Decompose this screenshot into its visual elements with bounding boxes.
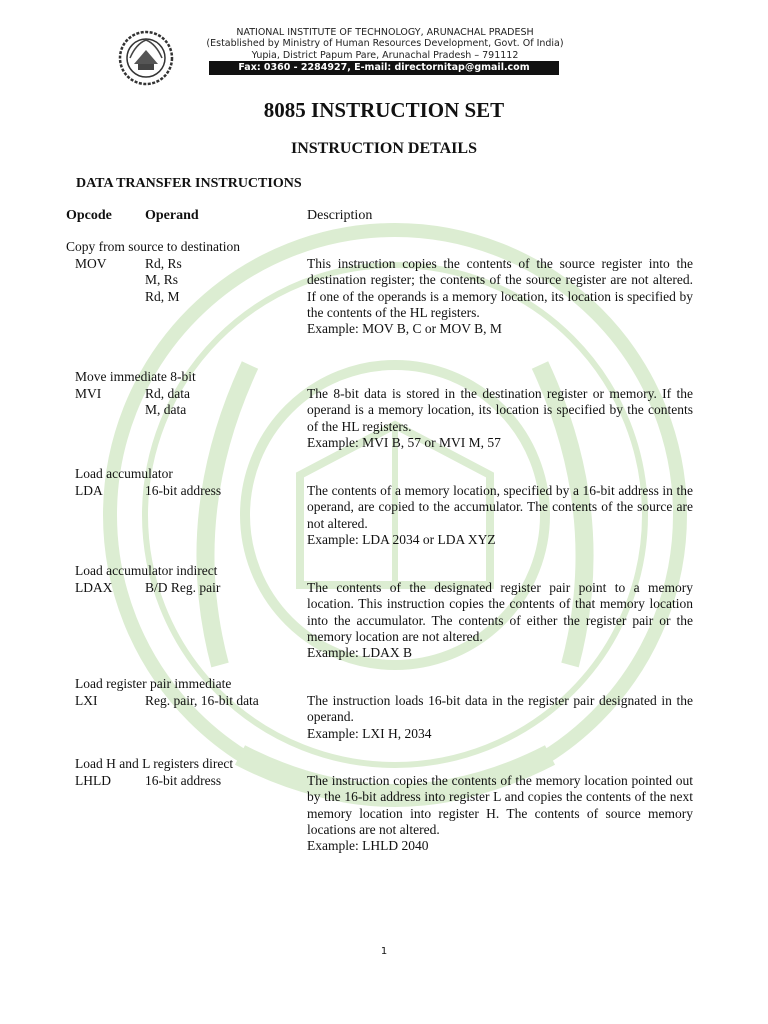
contact-bar: Fax: 0360 - 2284927, E-mail: directornitap@gmail.com — [209, 61, 559, 75]
instruction-operand: Rd, Rs M, Rs Rd, M — [145, 256, 182, 304]
instruction-description — [307, 483, 693, 548]
instruction-operand: Rd, data M, data — [145, 386, 190, 418]
column-header-opcode: Opcode — [66, 208, 112, 223]
description-text: The instruction copies the contents of the memory location pointed out by the 16-bit address into register L and copies the contents of the next memory location into register H. The contents of source memory locations are not altered. — [307, 773, 693, 837]
page-number: 1 — [380, 946, 388, 957]
instruction-operand: 16-bit address — [145, 483, 222, 498]
column-header-operand: Operand — [145, 208, 199, 223]
letterhead — [0, 0, 768, 90]
instruction-category: Move immediate 8-bit — [75, 369, 196, 384]
description-example: Example: LDAX B — [307, 645, 412, 661]
instruction-description — [307, 773, 693, 854]
instruction-opcode: LDAX — [75, 580, 113, 595]
instruction-operand: B/D Reg. pair — [145, 580, 221, 595]
institute-name: NATIONAL INSTITUTE OF TECHNOLOGY, ARUNACHAL PRADESH — [236, 27, 534, 38]
description-text: This instruction copies the contents of the source register into the destination register; the contents of the source register are not altered. If one of the operands is a memory location, its location is specified by the contents of the HL registers. — [307, 256, 693, 320]
instruction-category: Load H and L registers direct — [75, 756, 234, 771]
institute-establishment: (Established by Ministry of Human Resources Development, Govt. Of India) — [206, 38, 564, 49]
instruction-description — [307, 580, 693, 661]
instruction-description — [307, 386, 693, 451]
instruction-opcode: MVI — [75, 386, 102, 401]
instruction-opcode: MOV — [75, 256, 107, 271]
institute-address: Yupia, District Papum Pare, Arunachal Pradesh – 791112 — [251, 50, 519, 61]
instruction-opcode: LHLD — [75, 773, 111, 788]
description-text: The 8-bit data is stored in the destination register or memory. If the operand is a memory location, its location is specified by the contents of the HL registers. — [307, 386, 693, 434]
institute-logo-icon — [118, 30, 174, 86]
instruction-description — [307, 256, 693, 337]
document-subtitle: INSTRUCTION DETAILS — [291, 140, 477, 157]
instruction-category: Load accumulator indirect — [75, 563, 218, 578]
instruction-category: Load register pair immediate — [75, 676, 232, 691]
description-text: The contents of a memory location, specified by a 16-bit address in the operand, are copied to the accumulator. The contents of the source are not altered. — [307, 483, 693, 531]
instruction-operand: 16-bit address — [145, 773, 222, 788]
description-text: The instruction loads 16-bit data in the register pair designated in the operand. — [307, 693, 693, 725]
description-example: Example: LHLD 2040 — [307, 838, 429, 854]
description-text: The contents of the designated register pair point to a memory location. This instruction copies the contents of that memory location into the accumulator. The contents of either the register pair or the memory location are not altered. — [307, 580, 693, 644]
description-example: Example: LDA 2034 or LDA XYZ — [307, 531, 496, 547]
description-example: Example: MVI B, 57 or MVI M, 57 — [307, 434, 501, 450]
description-example: Example: LXI H, 2034 — [307, 725, 432, 741]
section-heading: DATA TRANSFER INSTRUCTIONS — [76, 176, 302, 191]
document-title: 8085 INSTRUCTION SET — [263, 98, 505, 122]
instruction-category: Copy from source to destination — [66, 239, 240, 254]
instruction-operand: Reg. pair, 16-bit data — [145, 693, 259, 708]
description-example: Example: MOV B, C or MOV B, M — [307, 321, 502, 337]
instruction-description — [307, 693, 693, 742]
instruction-opcode: LXI — [75, 693, 98, 708]
instruction-opcode: LDA — [75, 483, 103, 498]
instruction-category: Load accumulator — [75, 466, 173, 481]
column-header-description: Description — [307, 208, 373, 223]
